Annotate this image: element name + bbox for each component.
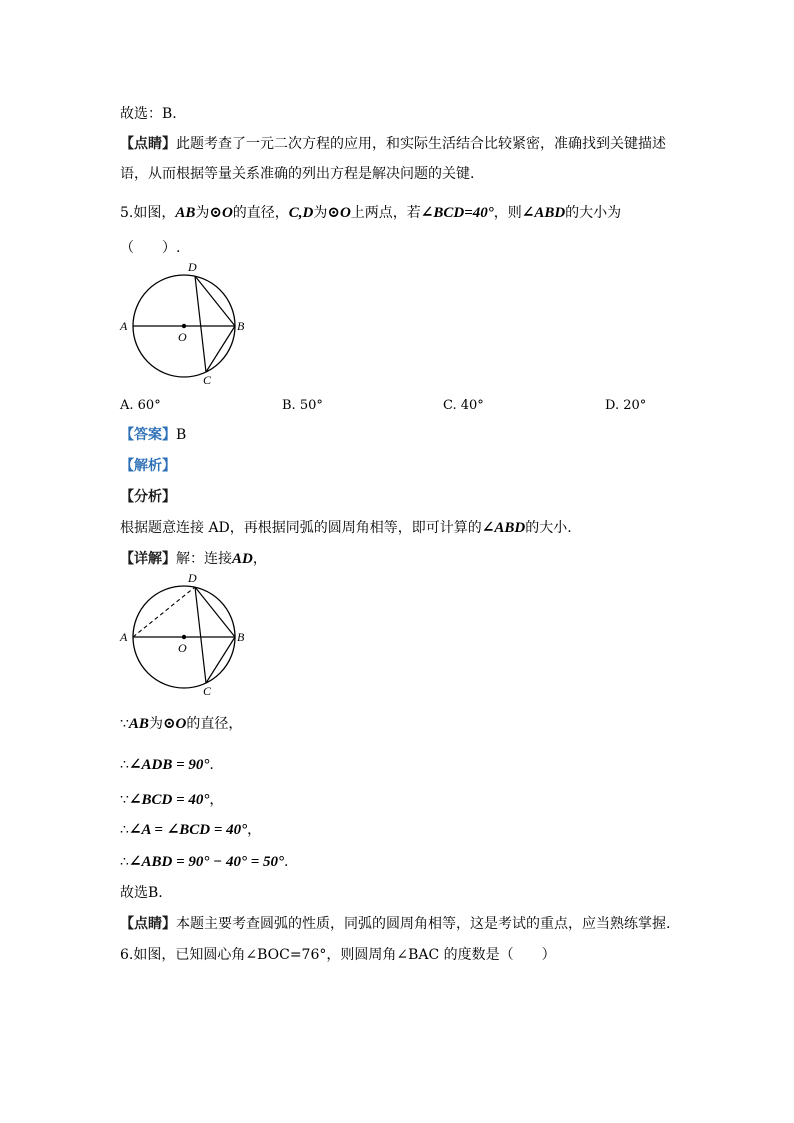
q5-figure: [114, 256, 254, 386]
step-1: ∵AB为⊙O的直径，: [120, 716, 243, 732]
prev-comment-text-1: 此题考查了一元二次方程的应用，和实际生活结合比较紧密，准确找到关键描述: [176, 136, 666, 152]
fig1-center-dot: [182, 324, 186, 328]
fig2-center-dot: [182, 635, 186, 639]
detail-tag: 【详解】: [120, 551, 176, 567]
fig1-label-a: A: [120, 319, 128, 333]
option-b[interactable]: B. 50°: [282, 398, 323, 413]
comment-tag: 【点睛】: [120, 916, 176, 932]
step-1-ab: AB: [128, 716, 149, 732]
fig1-segment-dc: [195, 276, 206, 372]
comment-text: 本题主要考查圆弧的性质，同弧的圆周角相等，这是考试的重点，应当熟练掌握.: [176, 916, 671, 932]
q5-circle-o-2: ⊙O: [327, 205, 351, 221]
q5-circle-o: ⊙O: [209, 205, 233, 221]
fig2-label-c: C: [203, 684, 212, 698]
q5-paren: （ ）.: [120, 240, 181, 256]
fig1-label-o: O: [178, 330, 187, 344]
prev-comment-line-1: [120, 134, 666, 154]
fig1-label-c: C: [203, 373, 212, 386]
fenxi-end: 的大小.: [525, 520, 572, 536]
answer-value: B: [176, 427, 187, 443]
q5-cond: ∠BCD=40°: [420, 205, 494, 221]
step-1-circle: ⊙O: [162, 716, 187, 732]
q5-stem: [120, 203, 621, 223]
fig2-label-a: A: [120, 630, 128, 644]
fenxi-line: [120, 518, 572, 538]
q5-num: 5.如图，: [120, 205, 176, 221]
q5-t6: 的大小为: [565, 205, 622, 221]
fenxi-angle: ∠ABD: [481, 520, 526, 536]
q5-t4: 上两点，若: [350, 205, 421, 221]
step-4: ∴∠A = ∠BCD = 40°，: [120, 822, 262, 838]
q5-t1: 为: [195, 205, 210, 221]
q5-angle: ∠ABD: [521, 205, 566, 221]
prev-answer-line: 故选：B.: [120, 106, 177, 122]
step-3-math: ∠BCD = 40°: [128, 792, 210, 808]
q6-stem: 6.如图，已知圆心角∠BOC=76°，则圆周角∠BAC 的度数是（ ）: [120, 947, 556, 963]
prev-comment-tag: 【点睛】: [120, 136, 176, 152]
answer-line: [120, 425, 186, 445]
fig2-dashed-ad: [133, 587, 195, 637]
q5-cd: C,D: [288, 205, 314, 221]
step-5: ∴∠ABD = 90° − 40° = 50°.: [120, 854, 289, 870]
detail-line: [120, 549, 267, 569]
detail-figure: [114, 570, 254, 700]
comment-line: [120, 914, 670, 934]
option-c[interactable]: C. 40°: [443, 398, 484, 413]
step-3: ∵∠BCD = 40°，: [120, 792, 224, 808]
step-2-math: ∠ADB = 90°: [128, 757, 210, 773]
fig1-segment-cb: [206, 326, 235, 372]
step-2: ∴∠ADB = 90°.: [120, 757, 214, 773]
fig2-label-b: B: [237, 630, 245, 644]
fenxi-tag: 【分析】: [120, 489, 176, 505]
fig2-segment-cb: [206, 637, 235, 683]
q5-t3: 为: [313, 205, 328, 221]
detail-comma: ，: [252, 551, 267, 567]
step-4-math: ∠A = ∠BCD = 40°: [128, 822, 248, 838]
q5-ab: AB: [175, 205, 196, 221]
fig2-segment-dc: [195, 587, 206, 683]
detail-ad: AD: [232, 551, 253, 567]
fig1-label-d: D: [188, 260, 197, 274]
prev-comment-line-2: 语，从而根据等量关系准确的列出方程是解决问题的关键.: [120, 166, 475, 182]
option-a[interactable]: A. 60°: [120, 398, 161, 413]
fenxi-text: 根据题意连接 AD，再根据同弧的圆周角相等，即可计算的: [120, 520, 482, 536]
fig1-label-b: B: [237, 319, 245, 333]
option-d[interactable]: D. 20°: [605, 398, 647, 413]
answer-tag: 【答案】: [120, 427, 176, 443]
q5-t5: ，则: [493, 205, 522, 221]
q5-t2: 的直径，: [232, 205, 289, 221]
step-5-math: ∠ABD = 90° − 40° = 50°: [128, 854, 285, 870]
conclusion: 故选B.: [120, 885, 163, 901]
analysis-tag: 【解析】: [120, 458, 176, 474]
fig2-label-d: D: [188, 571, 197, 585]
fig2-label-o: O: [178, 641, 187, 655]
detail-text: 解：连接: [176, 551, 232, 567]
